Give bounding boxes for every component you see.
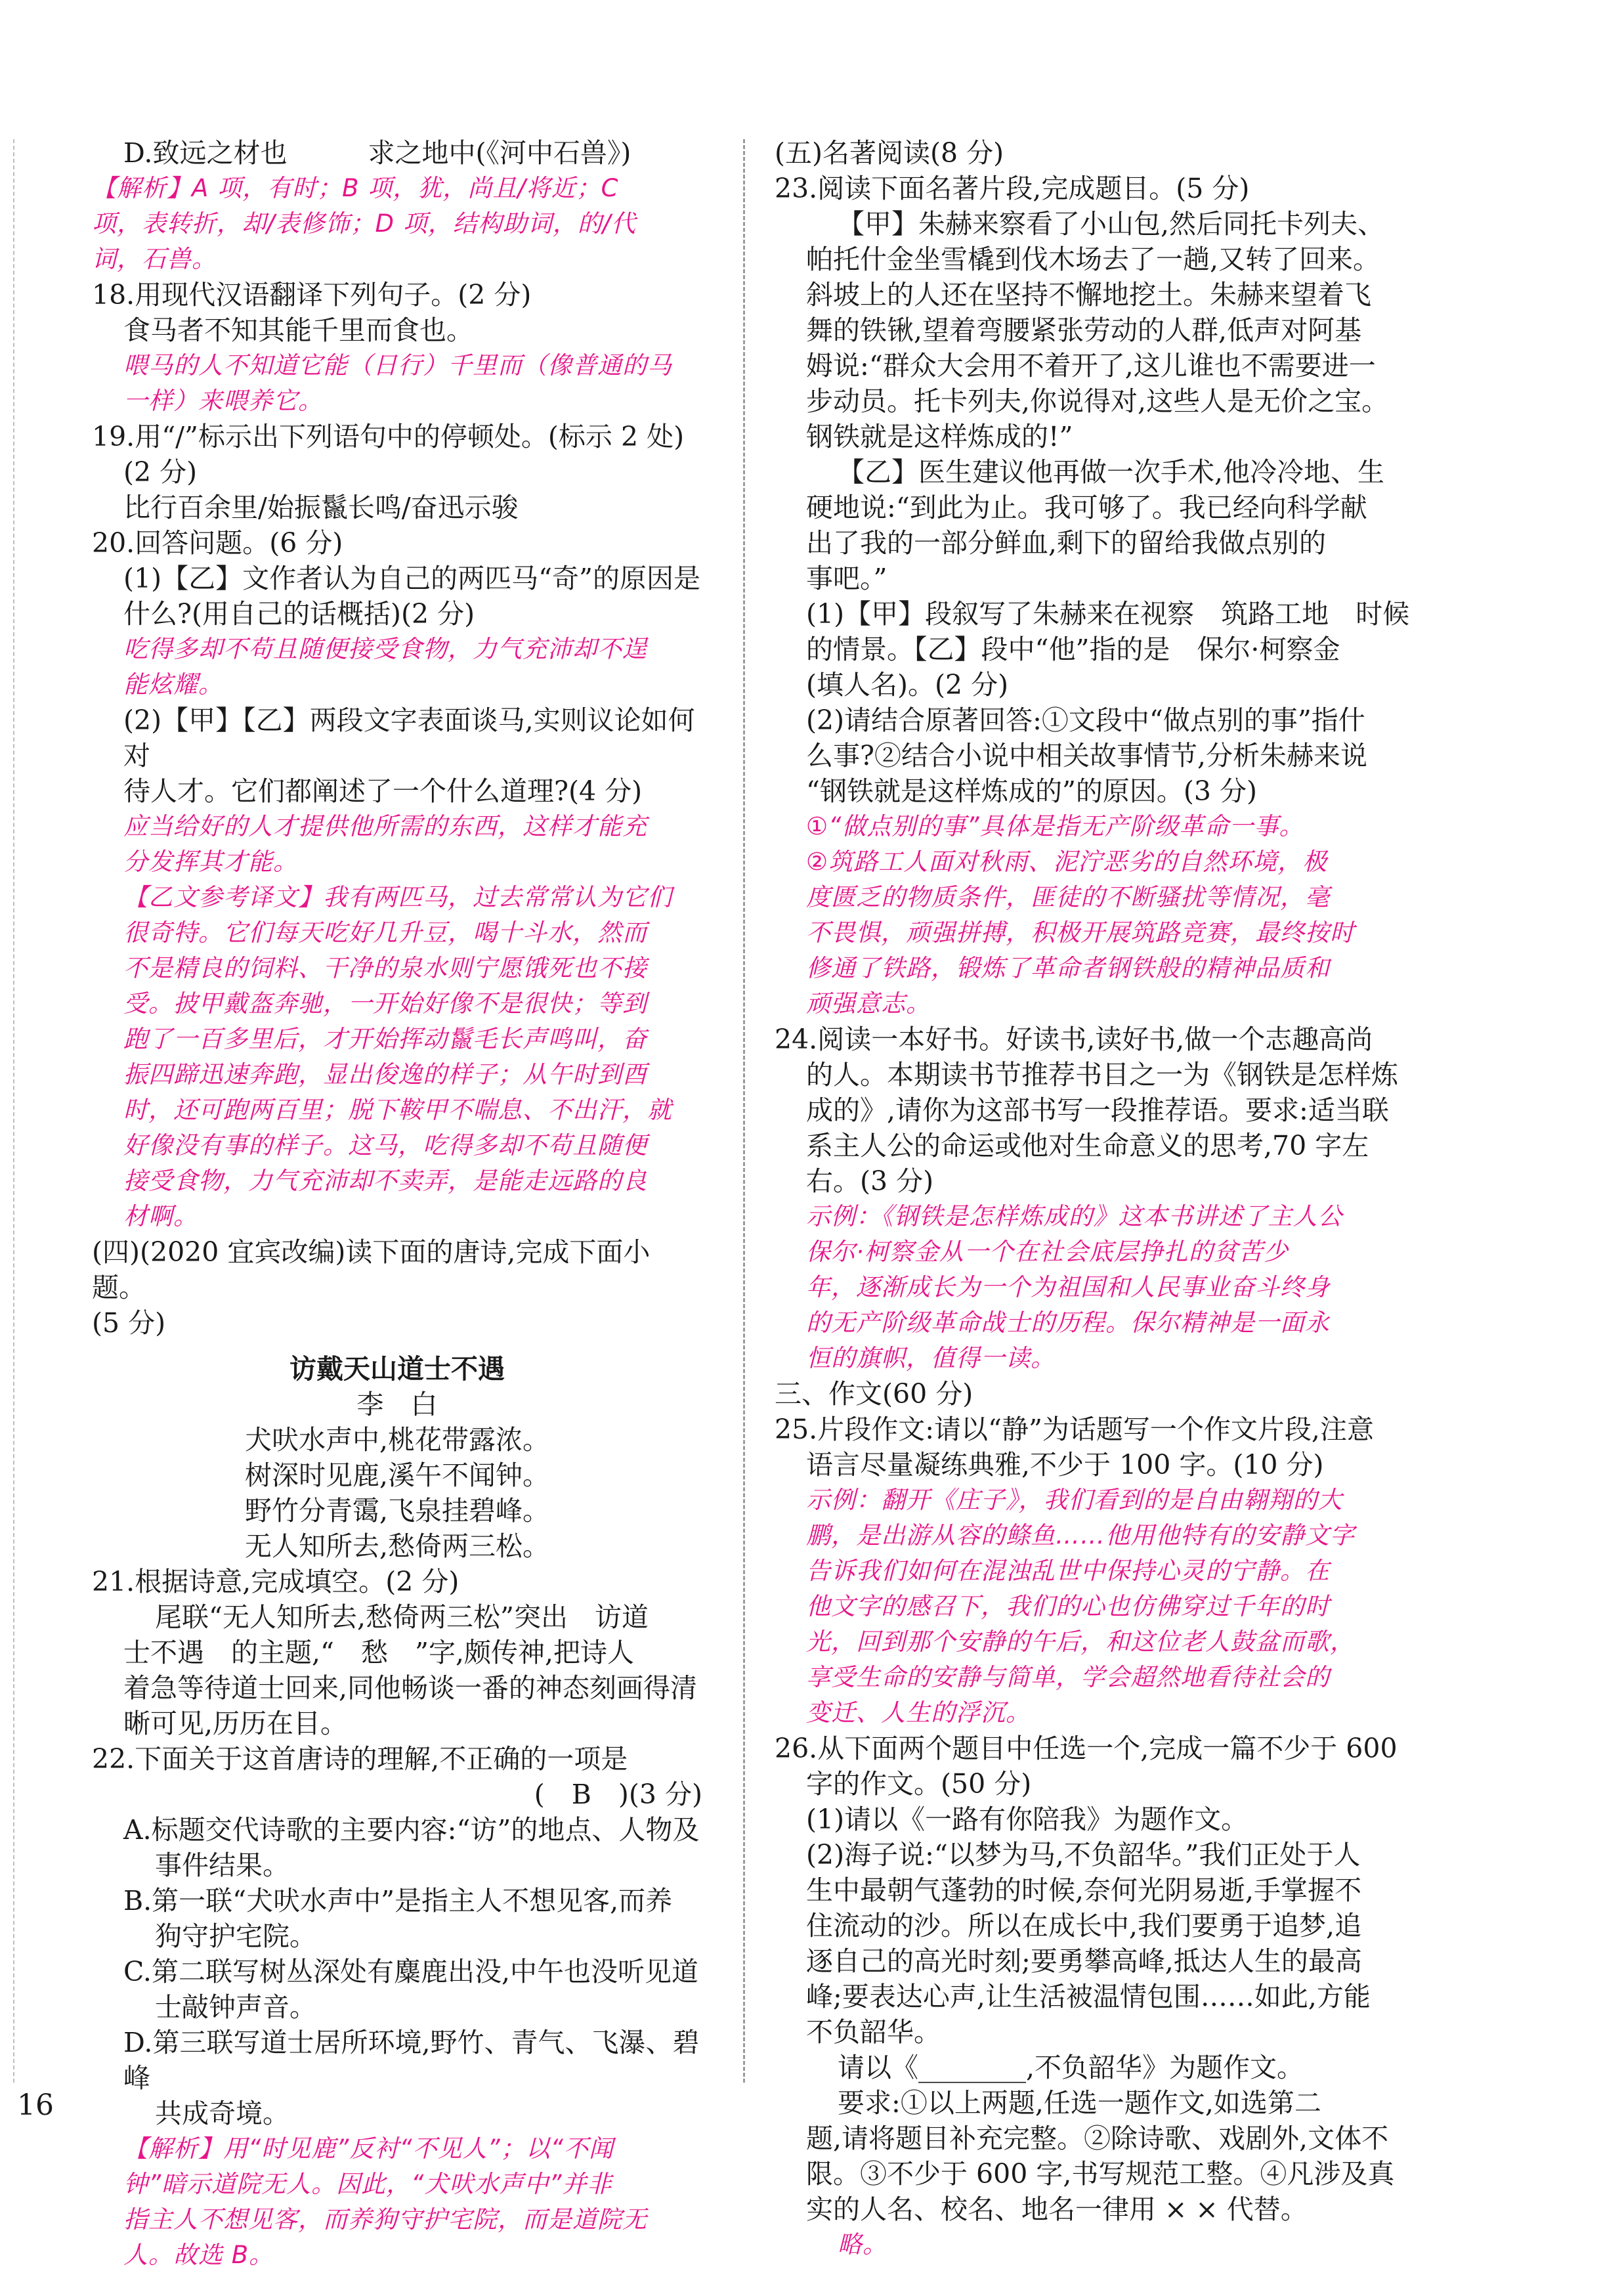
- left-answer-line: 项，表转折，却/表修饰；D 项，结构助词，的/代: [92, 209, 637, 238]
- left-text-line: (5 分): [92, 1307, 166, 1339]
- left-answer-line: 接受食物，力气充沛却不卖弄，是能走远路的良: [123, 1167, 647, 1195]
- left-text-line: 犬吠水声中,桃花带露浓。: [244, 1424, 550, 1456]
- right-answer-line: ②筑路工人面对秋雨、泥泞恶劣的自然环境，极: [806, 848, 1328, 876]
- right-answer-line: 年，逐渐成长为一个为祖国和人民事业奋斗终身: [806, 1273, 1330, 1301]
- right-text-line: 的人。本期读书节推荐书目之一为《钢铁是怎样炼: [806, 1059, 1398, 1091]
- left-text-line: A.标题交代诗歌的主要内容:“访”的地点、人物及: [123, 1814, 700, 1846]
- right-text-line: 峰;要表达心声,让生活被温情包围……如此,方能: [806, 1981, 1371, 2012]
- right-text-line: 事吧。”: [806, 563, 887, 594]
- right-text-line: 23.阅读下面名著片段,完成题目。(5 分): [775, 173, 1250, 204]
- left-answer-line: 指主人不想见客，而养狗守护宅院，而是道院无: [123, 2205, 647, 2234]
- right-text-line: (2)请结合原著回答:①文段中“做点别的事”指什: [806, 704, 1365, 736]
- right-text-line: 的情景。【乙】段中“他”指的是 保尔·柯察金: [806, 634, 1340, 665]
- right-answer-line: 保尔·柯察金从一个在社会底层挣扎的贫苦少: [806, 1238, 1289, 1266]
- right-answer-line: 略。: [838, 2230, 887, 2259]
- left-text-line: 18.用现代汉语翻译下列句子。(2 分): [92, 279, 532, 311]
- right-text-line: 帕托什金坐雪橇到伐木场去了一趟,又转了回来。: [806, 244, 1380, 275]
- right-text-line: 步动员。托卡列夫,你说得对,这些人是无价之宝。: [806, 385, 1389, 417]
- left-answer-line: 不是精良的饲料、干净的泉水则宁愿饿死也不接: [123, 954, 647, 982]
- right-answer-line: 不畏惧，顽强拼搏，积极开展筑路竞赛，最终按时: [806, 919, 1355, 947]
- right-text-line: 右。(3 分): [806, 1165, 934, 1197]
- right-text-line: 不负韶华。: [806, 2016, 941, 2048]
- column-divider: [743, 139, 745, 2083]
- left-answer-line: 一样）来喂养它。: [123, 387, 323, 415]
- right-text-line: 斜坡上的人还在坚持不懈地挖土。朱赫来望着飞: [806, 279, 1371, 311]
- left-answer-line: 好像没有事的样子。这马，吃得多却不苟且随便: [123, 1131, 647, 1159]
- right-text-line: 26.从下面两个题目中任选一个,完成一篇不少于 600: [775, 1733, 1398, 1764]
- right-text-line: 语言尽量凝练典雅,不少于 100 字。(10 分): [806, 1449, 1324, 1481]
- right-text-line: 住流动的沙。所以在成长中,我们要勇于追梦,追: [806, 1910, 1362, 1941]
- left-answer-line: 【解析】用“时见鹿”反衬“不见人”；以“不闻: [123, 2134, 614, 2163]
- right-text-line: 么事?②结合小说中相关故事情节,分析朱赫来说: [806, 740, 1368, 771]
- page-number: 16: [17, 2089, 54, 2122]
- left-text-line: 食马者不知其能千里而食也。: [123, 314, 473, 346]
- right-answer-line: 的无产阶级革命战士的历程。保尔精神是一面永: [806, 1309, 1330, 1337]
- right-text-line: 限。③不少于 600 字,书写规范工整。④凡涉及真: [806, 2158, 1395, 2190]
- right-text-line: 系主人公的命运或他对生命意义的思考,70 字左: [806, 1130, 1369, 1161]
- left-text-line: 树深时见鹿,溪午不闻钟。: [244, 1460, 550, 1491]
- right-text-line: 硬地说:“到此为止。我可够了。我已经向科学献: [806, 492, 1367, 523]
- right-text-line: 出了我的一部分鲜血,剩下的留给我做点别的: [806, 527, 1327, 559]
- right-text-line: 【甲】朱赫来察看了小山包,然后同托卡列夫、: [838, 208, 1385, 240]
- right-answer-line: ①“做点别的事”具体是指无产阶级革命一事。: [806, 812, 1304, 840]
- left-text-line: (2 分): [123, 456, 198, 488]
- left-text-line: 士敲钟声音。: [155, 1991, 316, 2023]
- left-text-line: 事件结果。: [155, 1850, 289, 1881]
- left-text-line: 比行百余里/始振鬣长鸣/奋迅示骏: [123, 492, 519, 523]
- left-text-line: 22.下面关于这首唐诗的理解,不正确的一项是: [92, 1743, 628, 1775]
- right-text-line: 题,请将题目补充完整。②除诗歌、戏剧外,文体不: [806, 2123, 1389, 2154]
- right-text-line: (1)【甲】段叙写了朱赫来在视察 筑路工地 时候: [806, 598, 1410, 630]
- left-answer-line: 【解析】A 项，有时；B 项，犹，尚且/将近；C: [92, 174, 619, 202]
- right-text-line: (五)名著阅读(8 分): [775, 137, 1004, 169]
- right-text-line: “钢铁就是这样炼成的”的原因。(3 分): [806, 775, 1258, 807]
- right-text-line: 【乙】医生建议他再做一次手术,他冷冷地、生: [838, 456, 1385, 488]
- left-answer-line: 材啊。: [123, 1202, 198, 1230]
- left-text-line: D.致远之材也 求之地中(《河中石兽》): [123, 137, 631, 169]
- left-text-line: D.第三联写道士居所环境,野竹、青气、飞瀑、碧峰: [123, 2027, 700, 2094]
- right-answer-line: 鹏，是出游从容的鲦鱼……他用他特有的安静文字: [806, 1521, 1355, 1549]
- right-answer-line: 示例：翻开《庄子》，我们看到的是自由翱翔的大: [806, 1486, 1343, 1514]
- left-column: [92, 135, 702, 2273]
- left-answer-line: 【乙文参考译文】我有两匹马，过去常常认为它们: [123, 883, 672, 911]
- left-answer-line: 很奇特。它们每天吃好几升豆，喝十斗水，然而: [123, 919, 647, 947]
- right-text-line: 三、作文(60 分): [775, 1378, 973, 1410]
- right-text-line: (填人名)。(2 分): [806, 669, 1009, 701]
- right-answer-line: 顽强意志。: [806, 989, 931, 1018]
- left-text-line: (1)【乙】文作者认为自己的两匹马“奇”的原因是: [123, 563, 700, 594]
- left-text-line: 士不遇 的主题,“ 愁 ”字,颇传神,把诗人: [123, 1637, 635, 1668]
- right-answer-line: 他文字的感召下，我们的心也仿佛穿过千年的时: [806, 1592, 1330, 1620]
- right-text-line: 逐自己的高光时刻;要勇攀高峰,抵达人生的最高: [806, 1945, 1362, 1977]
- left-text-line: C.第二联写树丛深处有麋鹿出没,中午也没听见道: [123, 1956, 698, 1987]
- right-answer-line: 享受生命的安静与简单，学会超然地看待社会的: [806, 1663, 1330, 1691]
- right-text-line: 姆说:“群众大会用不着开了,这儿谁也不需要进一: [806, 350, 1376, 381]
- left-text-line: 21.根据诗意,完成填空。(2 分): [92, 1566, 459, 1597]
- left-text-line: 尾联“无人知所去,愁倚两三松”突出 访道: [155, 1601, 649, 1633]
- right-answer-line: 告诉我们如何在混浊乱世中保持心灵的宁静。在: [806, 1557, 1330, 1585]
- right-answer-line: 度匮乏的物质条件，匪徒的不断骚扰等情况，毫: [806, 883, 1330, 911]
- left-text-line: 共成奇境。: [155, 2098, 289, 2129]
- right-answer-line: 恒的旗帜，值得一读。: [806, 1344, 1056, 1372]
- left-text-line: 李 白: [356, 1389, 438, 1420]
- left-answer-line: 人。故选 B。: [123, 2241, 274, 2269]
- right-text-line: 25.片段作文:请以“静”为话题写一个作文片段,注意: [775, 1414, 1374, 1445]
- left-text-line: 20.回答问题。(6 分): [92, 527, 343, 559]
- right-text-line: 舞的铁锹,望着弯腰紧张劳动的人群,低声对阿基: [806, 314, 1362, 346]
- right-text-line: (1)请以《一路有你陪我》为题作文。: [806, 1804, 1249, 1835]
- left-text-line: 晰可见,历历在目。: [123, 1708, 348, 1739]
- left-text-line: 狗守护宅院。: [155, 1920, 316, 1952]
- right-answer-line: 光，回到那个安静的午后，和这位老人鼓盆而歌，: [806, 1628, 1355, 1656]
- left-text-line: 着急等待道士回来,同他畅谈一番的神态刻画得清: [123, 1672, 698, 1704]
- left-answer-line: 应当给好的人才提供他所需的东西，这样才能充: [123, 812, 647, 840]
- right-text-line: 字的作文。(50 分): [806, 1768, 1032, 1800]
- left-text-line: B.第一联“犬吠水声中”是指主人不想见客,而养: [123, 1885, 673, 1916]
- right-answer-line: 修通了铁路，锻炼了革命者钢铁般的精神品质和: [806, 954, 1330, 982]
- left-text-line: 无人知所去,愁倚两三松。: [244, 1530, 550, 1562]
- left-answer-line: 受。披甲戴盔奔驰，一开始好像不是很快；等到: [123, 989, 647, 1018]
- right-answer-line: 示例：《钢铁是怎样炼成的》这本书讲述了主人公: [806, 1202, 1343, 1230]
- right-answer-line: 变迁、人生的浮沉。: [806, 1699, 1031, 1727]
- left-text-line: 访戴天山道士不遇: [289, 1353, 505, 1385]
- left-text-line: (四)(2020 宜宾改编)读下面的唐诗,完成下面小题。: [92, 1236, 651, 1303]
- left-answer-line: 振四蹄迅速奔跑，显出俊逸的样子；从午时到酉: [123, 1060, 647, 1089]
- left-text-line: 19.用“/”标示出下列语句中的停顿处。(标示 2 处): [92, 421, 685, 452]
- left-text-line: 野竹分青霭,飞泉挂碧峰。: [244, 1495, 550, 1526]
- left-text-line: (2)【甲】【乙】两段文字表面谈马,实则议论如何对: [123, 704, 695, 771]
- right-text-line: 要求:①以上两题,任选一题作文,如选第二: [838, 2087, 1321, 2119]
- left-answer-line: 词，石兽。: [92, 245, 217, 273]
- right-column: [775, 135, 1431, 2262]
- right-text-line: 24.阅读一本好书。好读书,读好书,做一个志趣高尚: [775, 1024, 1373, 1055]
- left-answer-line: 跑了一百多里后，才开始挥动鬣毛长声鸣叫，奋: [123, 1025, 647, 1053]
- left-answer-line: 吃得多却不苟且随便接受食物，力气充沛却不逞: [123, 635, 647, 663]
- page-margin-rule: [13, 139, 14, 2083]
- left-answer-line: 喂马的人不知道它能（日行）千里而（像普通的马: [123, 351, 672, 379]
- right-text-line: 实的人名、校名、地名一律用 × × 代替。: [806, 2194, 1308, 2225]
- left-text-line: 什么?(用自己的话概括)(2 分): [123, 598, 475, 630]
- left-text-line: 待人才。它们都阐述了一个什么道理?(4 分): [123, 775, 643, 807]
- right-text-line: 钢铁就是这样炼成的!”: [806, 421, 1073, 452]
- right-text-line: 生中最朝气蓬勃的时候,奈何光阴易逝,手掌握不: [806, 1874, 1362, 1906]
- left-answer-line: 能炫耀。: [123, 670, 223, 699]
- left-answer-line: 时，还可跑两百里；脱下鞍甲不喘息、不出汗，就: [123, 1096, 672, 1124]
- left-answer-line: 钟”暗示道院无人。因此，“犬吠水声中”并非: [123, 2170, 612, 2198]
- left-answer-line: ( B )(3 分): [534, 1779, 702, 1810]
- left-answer-line: 分发挥其才能。: [123, 848, 298, 876]
- right-text-line: (2)海子说:“以梦为马,不负韶华。”我们正处于人: [806, 1839, 1361, 1871]
- right-text-line: 请以《________,不负韶华》为题作文。: [838, 2052, 1304, 2083]
- right-text-line: 成的》,请你为这部书写一段推荐语。要求:适当联: [806, 1094, 1389, 1126]
